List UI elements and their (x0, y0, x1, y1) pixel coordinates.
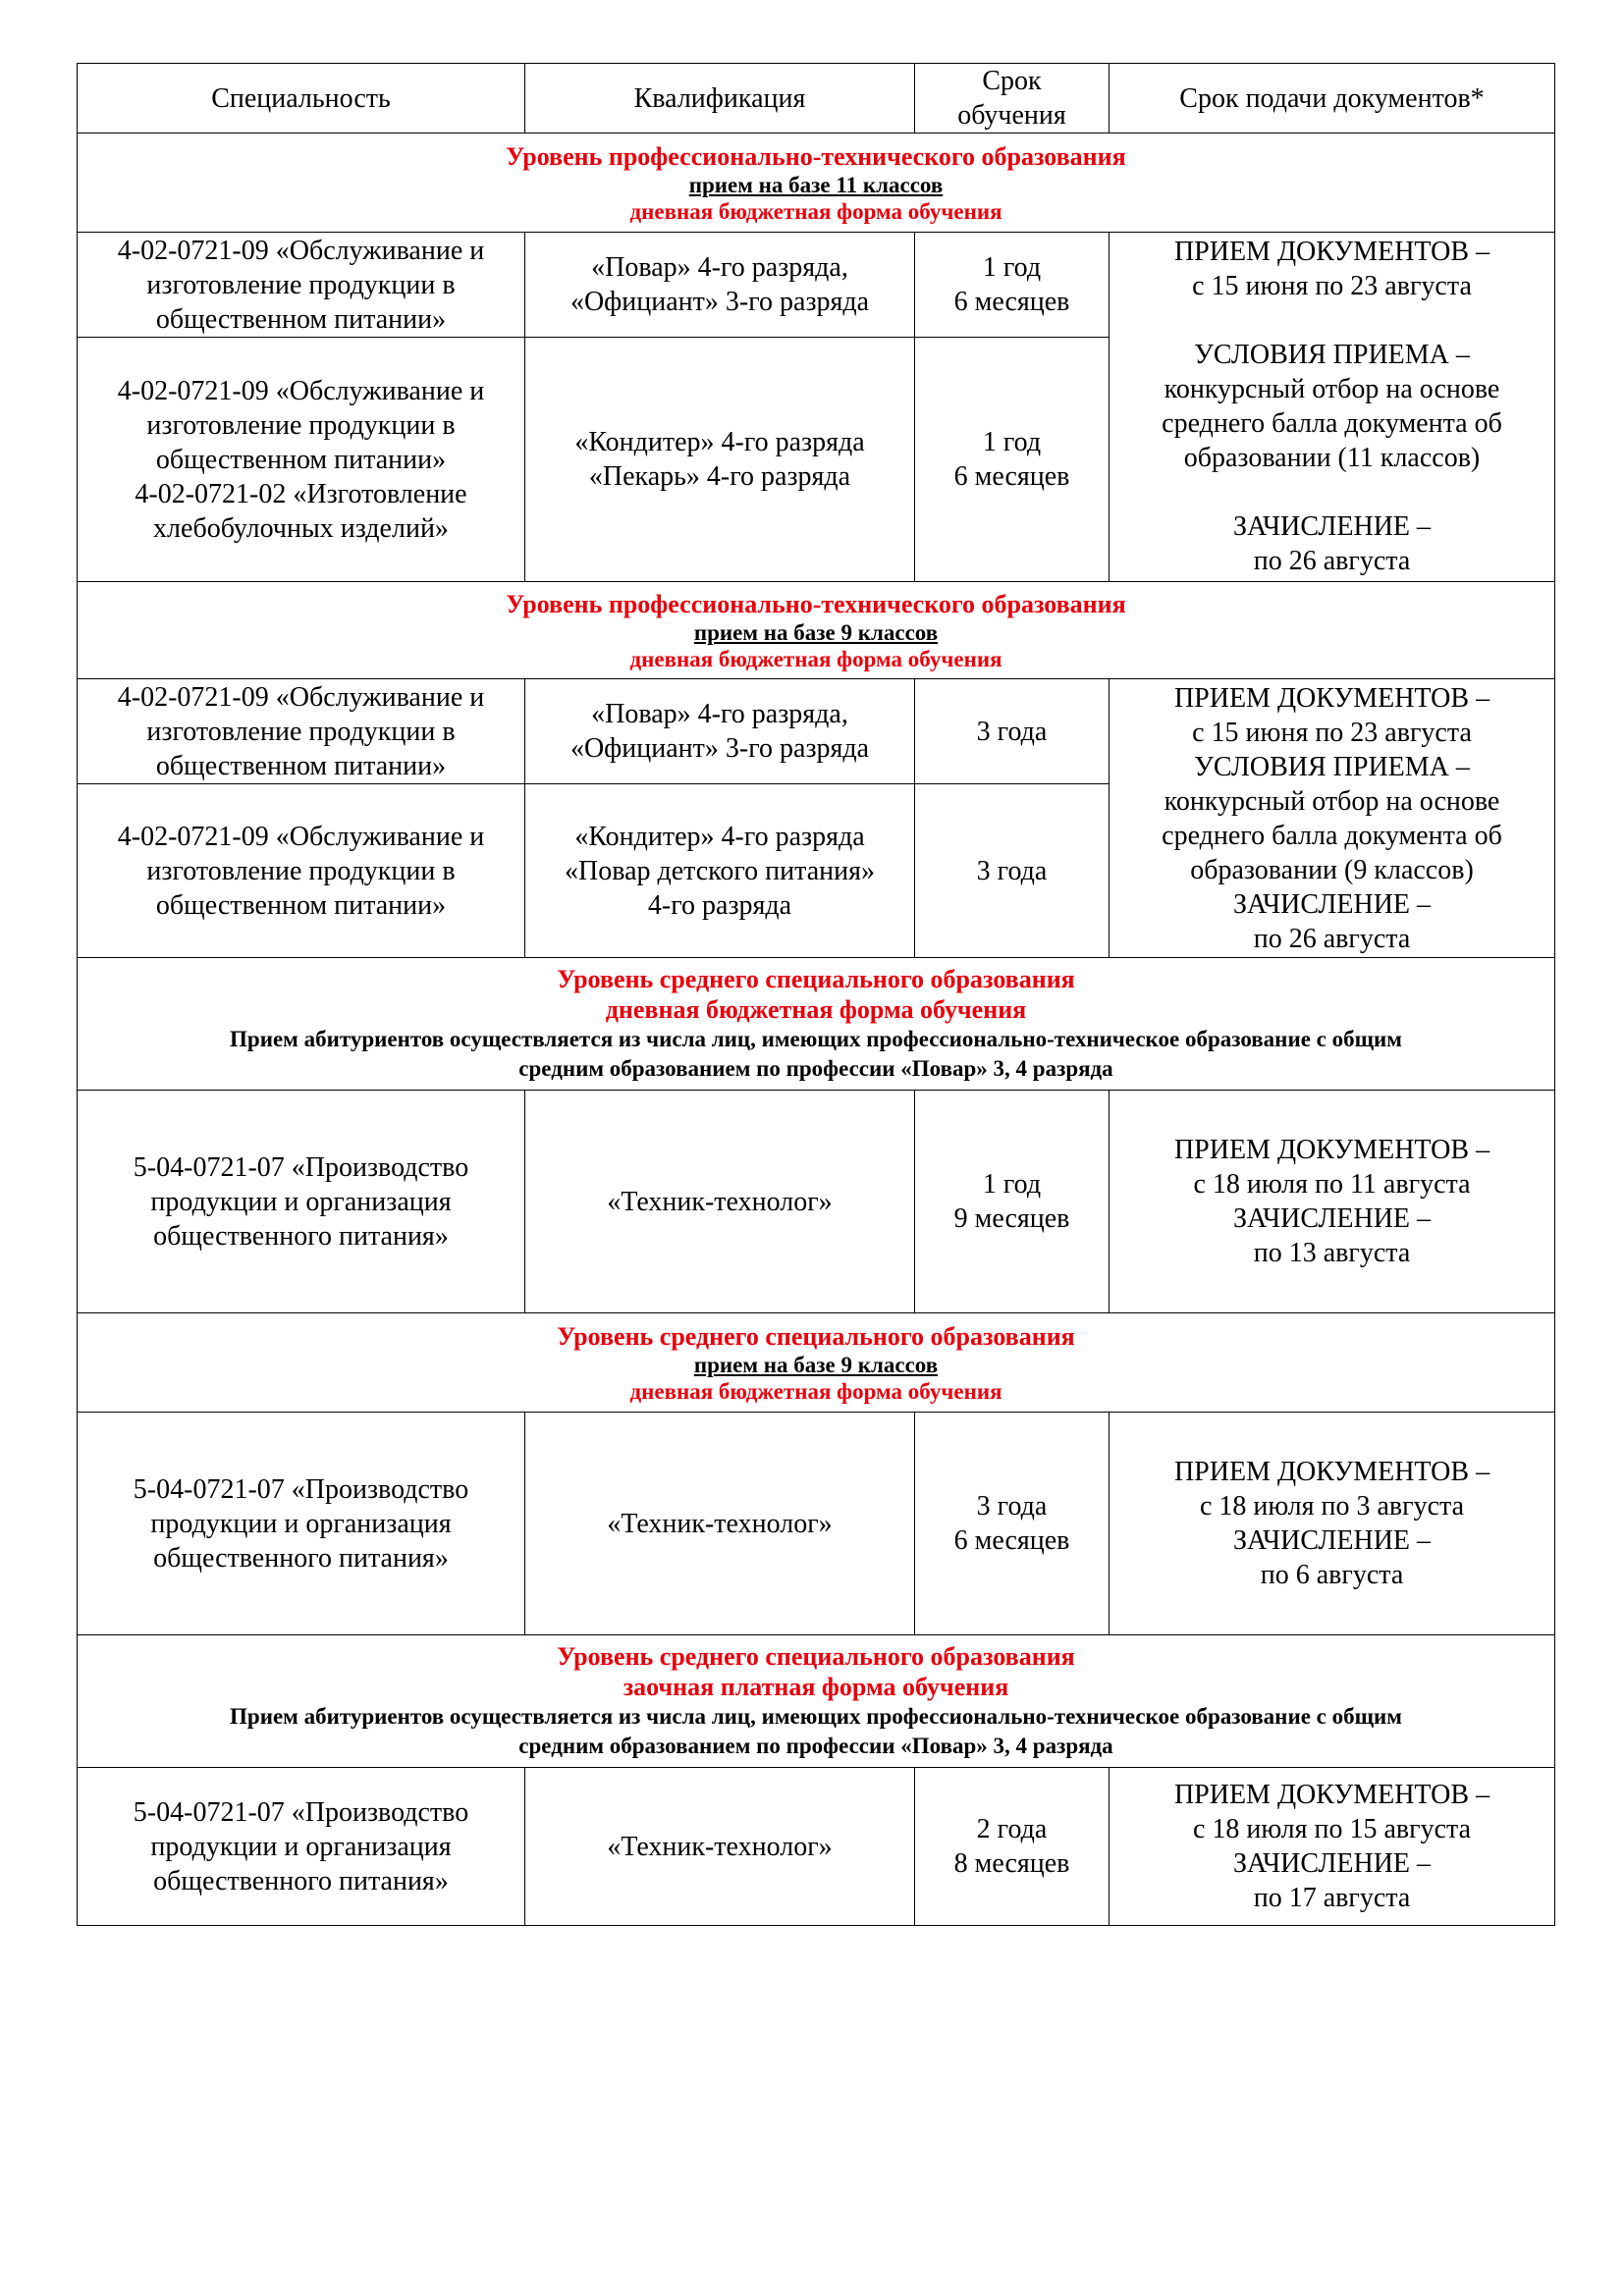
section-heading-row (78, 133, 1555, 233)
section-heading-row (78, 582, 1555, 679)
duration-cell: 3 года (915, 784, 1110, 958)
duration-cell: 1 год 6 месяцев (915, 233, 1110, 338)
qualification-cell: «Повар» 4-го разряда, «Официант» 3-го разряда (525, 679, 915, 784)
conditions-cell: ПРИЕМ ДОКУМЕНТОВ – с 18 июля по 11 августа ЗАЧИСЛЕНИЕ – по 13 августа (1110, 1091, 1555, 1313)
qualification-cell: «Техник-технолог» (525, 1091, 915, 1313)
duration-cell: 3 года (915, 679, 1110, 784)
header-deadline: Срок подачи документов* (1110, 64, 1555, 133)
specialty-cell: 4-02-0721-09 «Обслуживание и изготовление продукции в общественном питании» (78, 784, 525, 958)
specialty-cell: 4-02-0721-09 «Обслуживание и изготовление продукции в общественном питании» 4-02-0721-02 «Изготовление хлебобулочных изделий» (78, 338, 525, 582)
conditions-cell: ПРИЕМ ДОКУМЕНТОВ – с 18 июля по 15 августа ЗАЧИСЛЕНИЕ – по 17 августа (1110, 1768, 1555, 1926)
conditions-cell: ПРИЕМ ДОКУМЕНТОВ – с 18 июля по 3 августа ЗАЧИСЛЕНИЕ – по 6 августа (1110, 1413, 1555, 1635)
conditions-cell: ПРИЕМ ДОКУМЕНТОВ – с 15 июня по 23 августа УСЛОВИЯ ПРИЕМА – конкурсный отбор на основе среднего балла документа об образовании (11 классов) ЗАЧИСЛЕНИЕ – по 26 августа (1110, 233, 1555, 582)
specialty-cell: 5-04-0721-07 «Производство продукции и организация общественного питания» (78, 1413, 525, 1635)
table-row (78, 233, 1555, 338)
table-row (78, 679, 1555, 784)
header-qualification: Квалификация (525, 64, 915, 133)
specialty-cell: 4-02-0721-09 «Обслуживание и изготовление продукции в общественном питании» (78, 233, 525, 338)
conditions-cell: ПРИЕМ ДОКУМЕНТОВ – с 15 июня по 23 августа УСЛОВИЯ ПРИЕМА – конкурсный отбор на основе среднего балла документа об образовании (9 классов) ЗАЧИСЛЕНИЕ – по 26 августа (1110, 679, 1555, 958)
specialty-cell: 5-04-0721-07 «Производство продукции и организация общественного питания» (78, 1768, 525, 1926)
qualification-cell: «Техник-технолог» (525, 1768, 915, 1926)
table-header-row (78, 64, 1555, 133)
section-heading: Уровень профессионально-технического образования прием на базе 11 классов дневная бюджетная форма обучения (78, 133, 1555, 233)
section-heading: Уровень профессионально-технического образования прием на базе 9 классов дневная бюджетная форма обучения (78, 582, 1555, 679)
section-heading-row (78, 958, 1555, 1091)
qualification-cell: «Повар» 4-го разряда, «Официант» 3-го разряда (525, 233, 915, 338)
table-row (78, 1413, 1555, 1635)
specialty-cell: 4-02-0721-09 «Обслуживание и изготовление продукции в общественном питании» (78, 679, 525, 784)
section-heading-row (78, 1313, 1555, 1413)
qualification-cell: «Кондитер» 4-го разряда «Повар детского питания» 4-го разряда (525, 784, 915, 958)
header-duration: Срок обучения (915, 64, 1110, 133)
admission-table (77, 63, 1555, 1926)
table-row (78, 1091, 1555, 1313)
header-specialty: Специальность (78, 64, 525, 133)
duration-cell: 2 года 8 месяцев (915, 1768, 1110, 1926)
section-heading: Уровень среднего специального образования прием на базе 9 классов дневная бюджетная форма обучения (78, 1313, 1555, 1413)
section-heading: Уровень среднего специального образования заочная платная форма обучения Прием абитуриентов осуществляется из числа лиц, имеющих профессионально-техническое образование с общим средним образованием по профессии «Повар» 3, 4 разряда (78, 1635, 1555, 1768)
duration-cell: 1 год 6 месяцев (915, 338, 1110, 582)
qualification-cell: «Техник-технолог» (525, 1413, 915, 1635)
qualification-cell: «Кондитер» 4-го разряда «Пекарь» 4-го разряда (525, 338, 915, 582)
specialty-cell: 5-04-0721-07 «Производство продукции и организация общественного питания» (78, 1091, 525, 1313)
duration-cell: 1 год 9 месяцев (915, 1091, 1110, 1313)
table-row (78, 1768, 1555, 1926)
section-heading-row (78, 1635, 1555, 1768)
section-heading: Уровень среднего специального образования дневная бюджетная форма обучения Прием абитуриентов осуществляется из числа лиц, имеющих профессионально-техническое образование с общим средним образованием по профессии «Повар» 3, 4 разряда (78, 958, 1555, 1091)
document-page (77, 63, 1554, 1926)
duration-cell: 3 года 6 месяцев (915, 1413, 1110, 1635)
